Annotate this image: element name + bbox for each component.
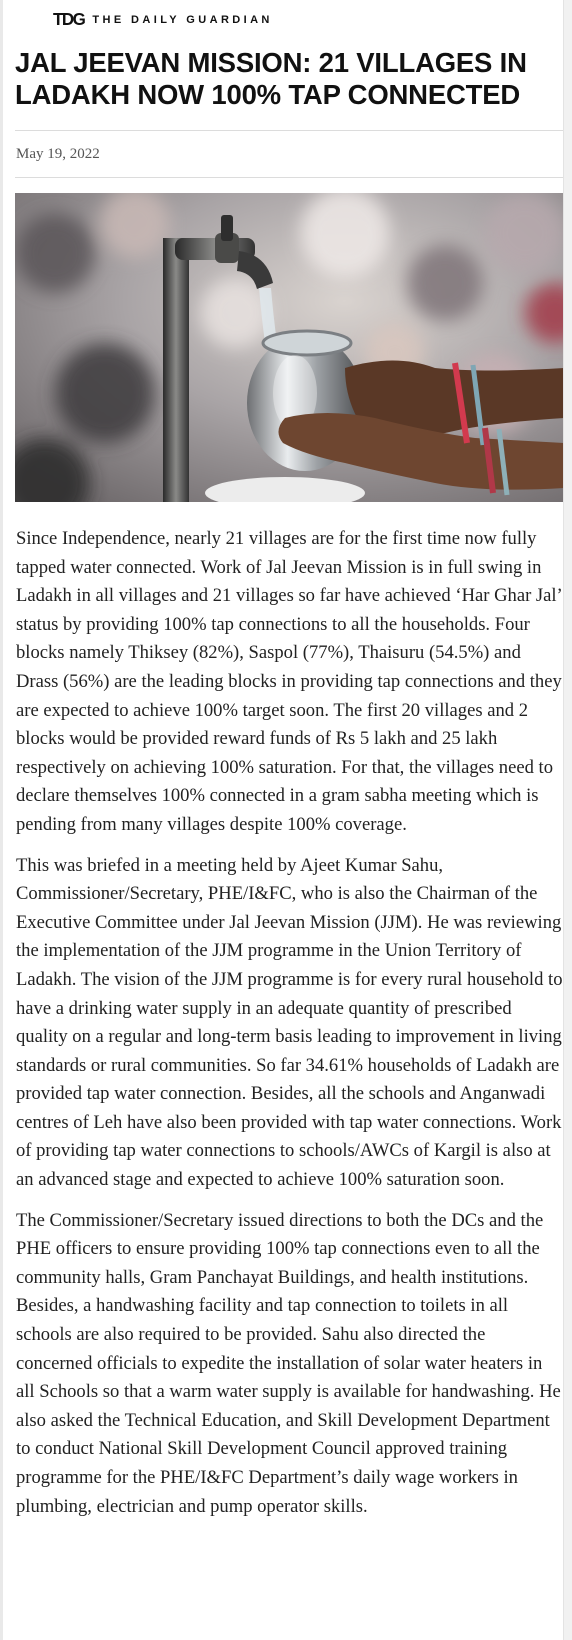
hero-image <box>15 193 564 502</box>
site-logo[interactable]: TDG <box>53 9 85 30</box>
article-paragraph-1: Since Independence, nearly 21 villages are for the first time now fully tapped water connected. Work of Jal Jeevan Mission is in full swing in Ladakh in all villages and 21 villages so far have achieved ‘Har Ghar Jal’ status by providing 100% tap connections to all the households. Four blocks namely Thiksey (82%), Saspol (77%), Thaisuru (54.5%) and Drass (56%) are the leading blocks in providing tap connections and they are expected to achieve 100% target soon. The first 20 villages and 2 blocks would be provided reward funds of Rs 5 lakh and 25 lakh respectively on achieving 100% saturation. For that, the villages need to declare themselves 100% connected in a gram sabha meeting which is pending from many villages despite 100% coverage. <box>16 528 562 835</box>
article-title: JAL JEEVAN MISSION: 21 VILLAGES IN LADAKH NOW 100% TAP CONNECTED <box>15 47 527 110</box>
date-divider <box>15 177 563 178</box>
article-body <box>16 525 564 1533</box>
masthead[interactable] <box>53 11 273 29</box>
title-divider <box>15 130 563 131</box>
article-paragraph-3: The Commissioner/Secretary issued directions to both the DCs and the PHE officers to ensure providing 100% tap connections even to all the community halls, Gram Panchayat Buildings, and health institutions. Besides, a handwashing facility and tap connection to toilets in all schools are also required to be provided. Sahu also directed the concerned officials to expedite the installation of solar water heaters in all Schools so that a warm water supply is available for handwashing. He also asked the Technical Education, and Skill Development Department to conduct National Skill Development Council approved training programme for the PHE/I&FC Department’s daily wage workers in plumbing, electrician and pump operator skills. <box>16 1209 561 1517</box>
publish-date: May 19, 2022 <box>16 146 100 162</box>
scrollbar[interactable] <box>563 0 572 1640</box>
tap-water-photo <box>15 193 564 502</box>
article-paragraph-2: This was briefed in a meeting held by Ajeet Kumar Sahu, Commissioner/Secretary, PHE/I&FC, who is also the Chairman of the Executive Committee under Jal Jeevan Mission (JJM). He was reviewing the implementation of the JJM programme in the Union Territory of Ladakh. The vision of the JJM programme is for every rural household to have a drinking water supply in an adequate quantity of prescribed quality on a regular and long-term basis leading to improvement in living standards or rural communities. So far 34.61% households of Ladakh are provided tap water connection. Besides, all the schools and Anganwadi centres of Leh have also been provided with tap water connections. Work of providing tap water connections to schools/AWCs of Kargil is also at an advanced stage and expected to achieve 100% saturation soon. <box>16 854 563 1191</box>
site-name[interactable]: THE DAILY GUARDIAN <box>92 14 273 26</box>
